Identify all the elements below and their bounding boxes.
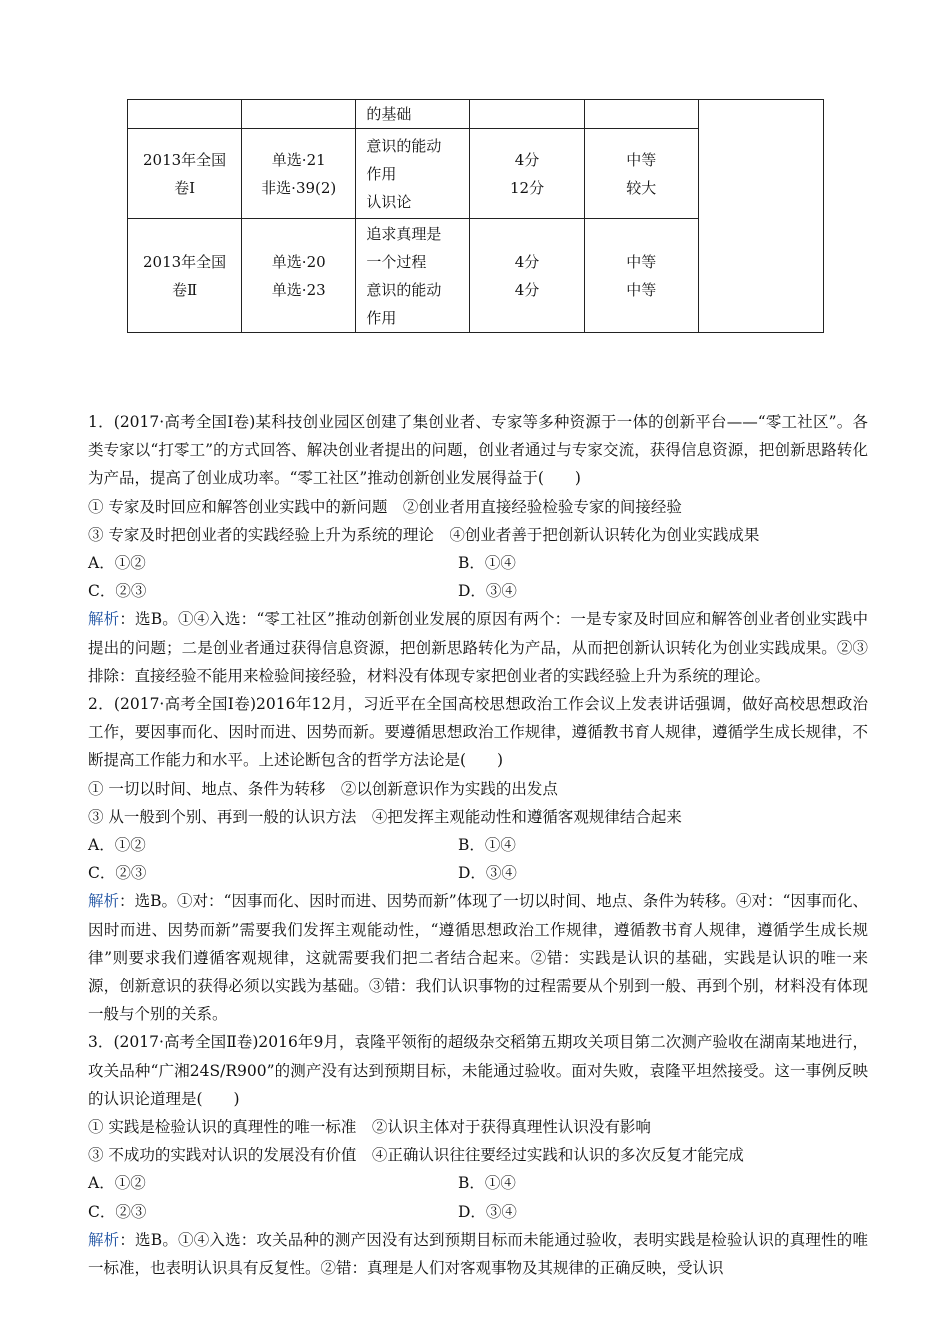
options-row (88, 577, 868, 605)
statement-line: ③ 从一般到个别、再到一般的认识方法 ④把发挥主观能动性和遵循客观规律结合起来 (88, 807, 682, 826)
table-cell: 中等 较大 (584, 129, 698, 219)
statement-line: ③ 不成功的实践对认识的发展没有价值 ④正确认识往往要经过实践和认识的多次反复才能完成 (88, 1146, 744, 1165)
analysis-label: 解析 (88, 1230, 120, 1249)
options-row (88, 859, 868, 887)
table-cell: 单选·20 单选·23 (242, 219, 356, 333)
option-c[interactable]: C．②③ (88, 864, 147, 883)
options-row (88, 1198, 868, 1226)
statement-line: ① 专家及时回应和解答创业实践中的新问题 ②创业者用直接经验检验专家的间接经验 (88, 497, 682, 516)
table-cell (470, 100, 584, 129)
table-row (128, 100, 824, 129)
question-stem: 1．(2017·高考全国Ⅰ卷)某科技创业园区创建了集创业者、专家等多种资源于一体的创新平台——“零工社区”。各类专家以“打零工”的方式回答、解决创业者提出的问题，创业者通过与专家交流，获得信息资源，把创新思路转化为产品，提高了创业成功率。“零工社区”推动创新创业发展得益于( ) (88, 413, 868, 488)
table-cell (698, 100, 823, 333)
analysis-label: 解析 (88, 892, 120, 911)
question-list (88, 408, 868, 1282)
table-cell: 4分 12分 (470, 129, 584, 219)
option-c[interactable]: C．②③ (88, 1202, 147, 1221)
table-cell: 4分 4分 (470, 219, 584, 333)
option-b[interactable]: B．①④ (458, 1174, 516, 1193)
analysis: 解析：选B。①对：“因事而化、因时而进、因势而新”体现了一切以时间、地点、条件为转移。④对：“因事而化、因时而进、因势而新”需要我们发挥主观能动性，“遵循思想政治工作规律，遵循教书育人规律，遵循学生成长规律”则要求我们遵循客观规律，这就需要我们把二者结合起来。②错：实践是认识的基础，实践是认识的唯一来源，创新意识的获得必须以实践为基础。③错：我们认识事物的过程需要从个别到一般、再到个别，材料没有体现一般与个别的关系。 (88, 892, 868, 1024)
statement-line: ① 一切以时间、地点、条件为转移 ②以创新意识作为实践的出发点 (88, 779, 558, 798)
statement-line: ③ 专家及时把创业者的实践经验上升为系统的理论 ④创业者善于把创新认识转化为创业实践成果 (88, 525, 760, 544)
option-a[interactable]: A．①② (88, 836, 146, 855)
question-3 (88, 1028, 868, 1282)
table-cell: 的基础 (356, 100, 470, 129)
option-b[interactable]: B．①④ (458, 836, 516, 855)
question-1 (88, 408, 868, 690)
analysis-label: 解析 (88, 610, 120, 629)
exam-table (127, 99, 824, 333)
question-stem: 3．(2017·高考全国Ⅱ卷)2016年9月，袁隆平领衔的超级杂交稻第五期攻关项目第二次测产验收在湖南某地进行，攻关品种“广湘24S/R900”的测产没有达到预期目标，未能通过验收。面对失败，袁隆平坦然接受。这一事例反映的认识论道理是( ) (88, 1033, 868, 1108)
analysis: 解析：选B。①④入选：“零工社区”推动创新创业发展的原因有两个：一是专家及时回应和解答创业者创业实践中提出的问题；二是创业者通过获得信息资源，把创新思路转化为产品，从而把创新认识转化为创业实践成果。②③排除：直接经验不能用来检验间接经验，材料没有体现专家把创业者的实践经验上升为系统的理论。 (88, 610, 868, 685)
option-d[interactable]: D．③④ (458, 582, 517, 601)
statement-line: ① 实践是检验认识的真理性的唯一标准 ②认识主体对于获得真理性认识没有影响 (88, 1118, 651, 1137)
table-cell: 意识的能动 作用 认识论 (356, 129, 470, 219)
analysis: 解析：选B。①④入选：攻关品种的测产因没有达到预期目标而未能通过验收，表明实践是检验认识的真理性的唯一标准，也表明认识具有反复性。②错：真理是人们对客观事物及其规律的正确反映，受认识 (88, 1230, 868, 1278)
options-row (88, 831, 868, 859)
option-d[interactable]: D．③④ (458, 1202, 517, 1221)
table-cell (242, 100, 356, 129)
option-a[interactable]: A．①② (88, 1174, 146, 1193)
option-b[interactable]: B．①④ (458, 554, 516, 573)
table-cell: 追求真理是 一个过程 意识的能动 作用 (356, 219, 470, 333)
table-cell: 单选·21 非选·39(2) (242, 129, 356, 219)
table-cell: 2013年全国 卷Ⅰ (128, 129, 242, 219)
table-cell (128, 100, 242, 129)
table-cell (584, 100, 698, 129)
option-c[interactable]: C．②③ (88, 582, 147, 601)
options-row (88, 1169, 868, 1197)
question-2 (88, 690, 868, 1028)
table-cell: 2013年全国 卷Ⅱ (128, 219, 242, 333)
question-stem: 2．(2017·高考全国Ⅰ卷)2016年12月，习近平在全国高校思想政治工作会议上发表讲话强调，做好高校思想政治工作，要因事而化、因时而进、因势而新。要遵循思想政治工作规律，遵循教书育人规律，遵循学生成长规律，不断提高工作能力和水平。上述论断包含的哲学方法论是( ) (88, 695, 868, 770)
option-d[interactable]: D．③④ (458, 864, 517, 883)
options-row (88, 549, 868, 577)
table-cell: 中等 中等 (584, 219, 698, 333)
option-a[interactable]: A．①② (88, 554, 146, 573)
